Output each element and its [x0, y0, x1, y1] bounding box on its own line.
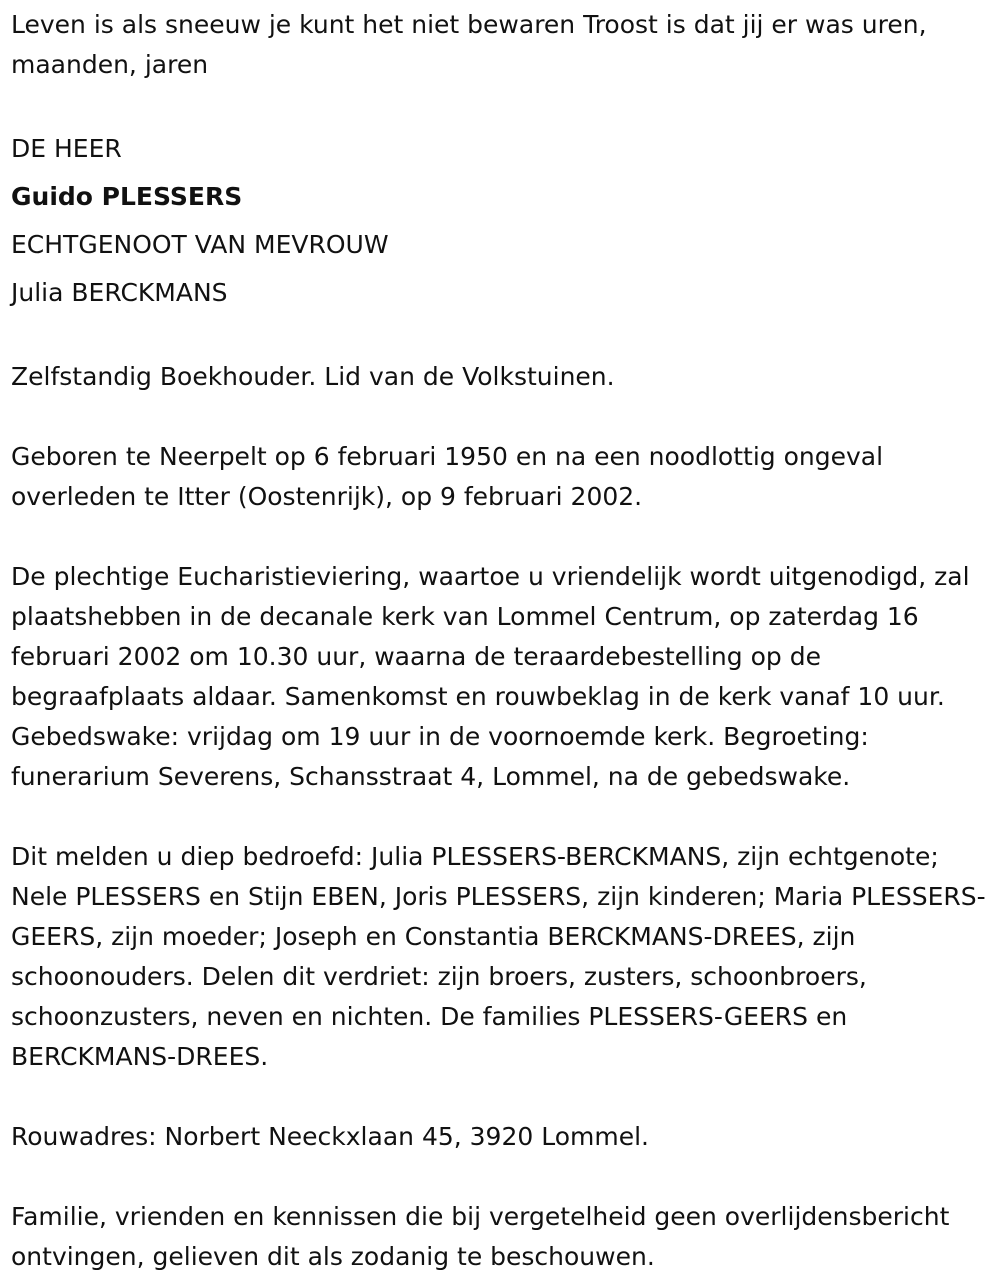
spacer — [11, 797, 993, 837]
family-text: Dit melden u diep bedroefd: Julia PLESSERS-BERCKMANS, zijn echtgenote; Nele PLESSERS en Stijn EBEN, Joris PLESSERS, zijn kinderen; Maria PLESSERS-GEERS, zijn moeder; Joseph en Constantia BERCKMANS-DREES, zijn schoonouders. Delen dit verdriet: zijn broers, zusters, schoonbroers, schoonzusters, neven en nichten. De families PLESSERS-GEERS en BERCKMANS-DREES. — [11, 842, 986, 1071]
obituary-document — [11, 5, 993, 1277]
spacer — [11, 517, 993, 557]
opening-quote: Leven is als sneeuw je kunt het niet bewaren Troost is dat jij er was uren, maanden, jaren — [11, 10, 927, 79]
spacer — [11, 1077, 993, 1117]
spacer — [11, 317, 993, 357]
spouse-name: Julia BERCKMANS — [11, 278, 228, 307]
spacer — [11, 85, 993, 125]
birth-death-text: Geboren te Neerpelt op 6 februari 1950 en na een noodlottig ongeval overleden te Itter (Oostenrijk), op 9 februari 2002. — [11, 442, 884, 511]
occupation-text: Zelfstandig Boekhouder. Lid van de Volkstuinen. — [11, 362, 615, 391]
spacer — [11, 1157, 993, 1197]
closing-note: Familie, vrienden en kennissen die bij vergetelheid geen overlijdensbericht ontvingen, gelieven dit als zodanig te beschouwen. — [11, 1202, 950, 1271]
spacer — [11, 397, 993, 437]
deceased-name: Guido PLESSERS — [11, 182, 243, 211]
ceremony-text: De plechtige Eucharistieviering, waartoe u vriendelijk wordt uitgenodigd, zal plaatshebben in de decanale kerk van Lommel Centrum, op zaterdag 16 februari 2002 om 10.30 uur, waarna de teraardebestelling op de begraafplaats aldaar. Samenkomst en rouwbeklag in de kerk vanaf 10 uur. Gebedswake: vrijdag om 19 uur in de voornoemde kerk. Begroeting: funerarium Severens, Schansstraat 4, Lommel, na de gebedswake. — [11, 562, 970, 791]
title-heer: DE HEER — [11, 134, 122, 163]
mourning-address: Rouwadres: Norbert Neeckxlaan 45, 3920 Lommel. — [11, 1122, 649, 1151]
relation-label: ECHTGENOOT VAN MEVROUW — [11, 230, 389, 259]
